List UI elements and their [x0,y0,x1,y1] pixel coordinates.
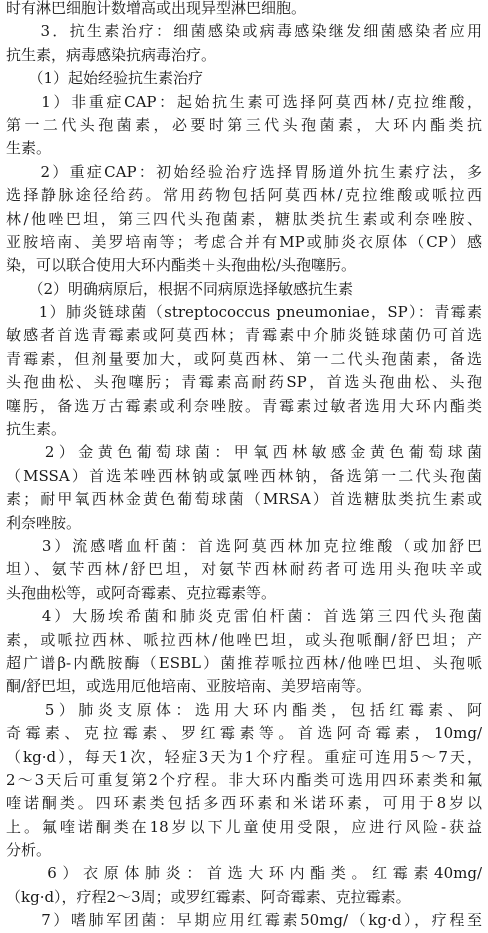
text-line: 时有淋巴细胞计数增高或出现异型淋巴细胞。 [6,0,307,17]
text-line: 3．抗生素治疗：细菌感染或病毒感染继发细菌感染者应用 [6,22,482,41]
text-line: 头孢曲松、头孢噻肟；青霉素高耐药SP，首选头孢曲松、头孢 [6,373,482,392]
text-line: 林/他唑巴坦，第三四代头孢菌素，糖肽类抗生素或利奈唑胺、 [6,209,482,228]
text-line: 染，可以联合使用大环内酯类＋头孢曲松/头孢噻肟。 [6,256,357,275]
text-line: 1）非重症CAP：起始抗生素可选择阿莫西林/克拉维酸， [6,92,482,111]
text-line: （MSSA）首选苯唑西林钠或氯唑西林钠，备选第一二代头孢菌 [6,466,482,485]
text-line: 头孢曲松等，或阿奇霉素、克拉霉素等。 [6,583,277,602]
text-line: 敏感者首选青霉素或阿莫西林；青霉素中介肺炎链球菌仍可首选 [6,326,482,345]
text-line: 喹诺酮类。四环素类包括多西环素和米诺环素，可用于8岁以 [6,794,482,813]
text-line: 6）衣原体肺炎：首选大环内酯类。红霉素40mg/ [6,864,482,883]
text-line: 素，或哌拉西林、哌拉西林/他唑巴坦，或头孢哌酮/舒巴坦；产 [6,630,482,649]
text-line: 选择静脉途径给药。常用药物包括阿莫西林/克拉维酸或哌拉西 [6,186,482,205]
text-line: 抗生素，病毒感染抗病毒治疗。 [6,45,217,64]
text-line: 素；耐甲氧西林金黄色葡萄球菌（MRSA）首选糖肽类抗生素或 [6,490,482,509]
text-line: 亚胺培南、美罗培南等；考虑合并有MP或肺炎衣原体（CP）感 [6,232,482,251]
text-line: （2）明确病原后，根据不同病原选择敏感抗生素 [6,279,354,298]
text-line: 青霉素，但剂量要加大，或阿莫西林、第一二代头孢菌素，备选 [6,349,482,368]
text-line: 4）大肠埃希菌和肺炎克雷伯杆菌：首选第三四代头孢菌 [6,607,482,626]
text-line: 2～3天后可重复第2个疗程。非大环内酯类可选用四环素类和氟 [6,770,482,789]
text-line: 噻肟，备选万古霉素或利奈唑胺。青霉素过敏者选用大环内酯类 [6,396,482,415]
text-line: 1）肺炎链球菌（streptococcus pneumoniae，SP）：青霉素 [6,303,482,322]
text-line: 分析。 [6,841,52,860]
text-line: 坦）、氨苄西林/舒巴坦，对氨苄西林耐药者可选用头孢呋辛或 [6,560,482,579]
text-line: 2）重症CAP：初始经验治疗选择胃肠道外抗生素疗法，多 [6,162,482,181]
text-line: 超广谱β-内酰胺酶（ESBL）菌推荐哌拉西林/他唑巴坦、头孢哌 [6,653,482,672]
text-line: 第一二代头孢菌素，必要时第三代头孢菌素，大环内酯类抗 [6,115,482,134]
text-line: 5）肺炎支原体：选用大环内酯类，包括红霉素、阿 [6,700,482,719]
text-line: （kg·d），疗程2～3周；或罗红霉素、阿奇霉素、克拉霉素。 [6,887,411,906]
text-line: 7）嗜肺军团菌：早期应用红霉素50mg/（kg·d），疗程至 [6,911,482,930]
text-line: 上。氟喹诺酮类在18岁以下儿童使用受限，应进行风险-获益 [6,817,482,836]
text-line: 3）流感嗜血杆菌：首选阿莫西林加克拉维酸（或加舒巴 [6,536,482,555]
text-line: 利奈唑胺。 [6,513,82,532]
document-body [6,0,482,933]
text-line: （kg·d），每天1次，轻症3天为1个疗程。重症可连用5～7天， [6,747,482,766]
text-line: 抗生素。 [6,420,67,439]
text-line: 奇霉素、克拉霉素、罗红霉素等。首选阿奇霉素，10mg/ [6,724,482,743]
text-line: 生素。 [6,139,52,158]
text-line: 2）金黄色葡萄球菌：甲氧西林敏感金黄色葡萄球菌 [6,443,482,462]
text-line: 酮/舒巴坦，或选用厄他培南、亚胺培南、美罗培南等。 [6,677,372,696]
text-line: （1）起始经验抗生素治疗 [6,69,204,88]
